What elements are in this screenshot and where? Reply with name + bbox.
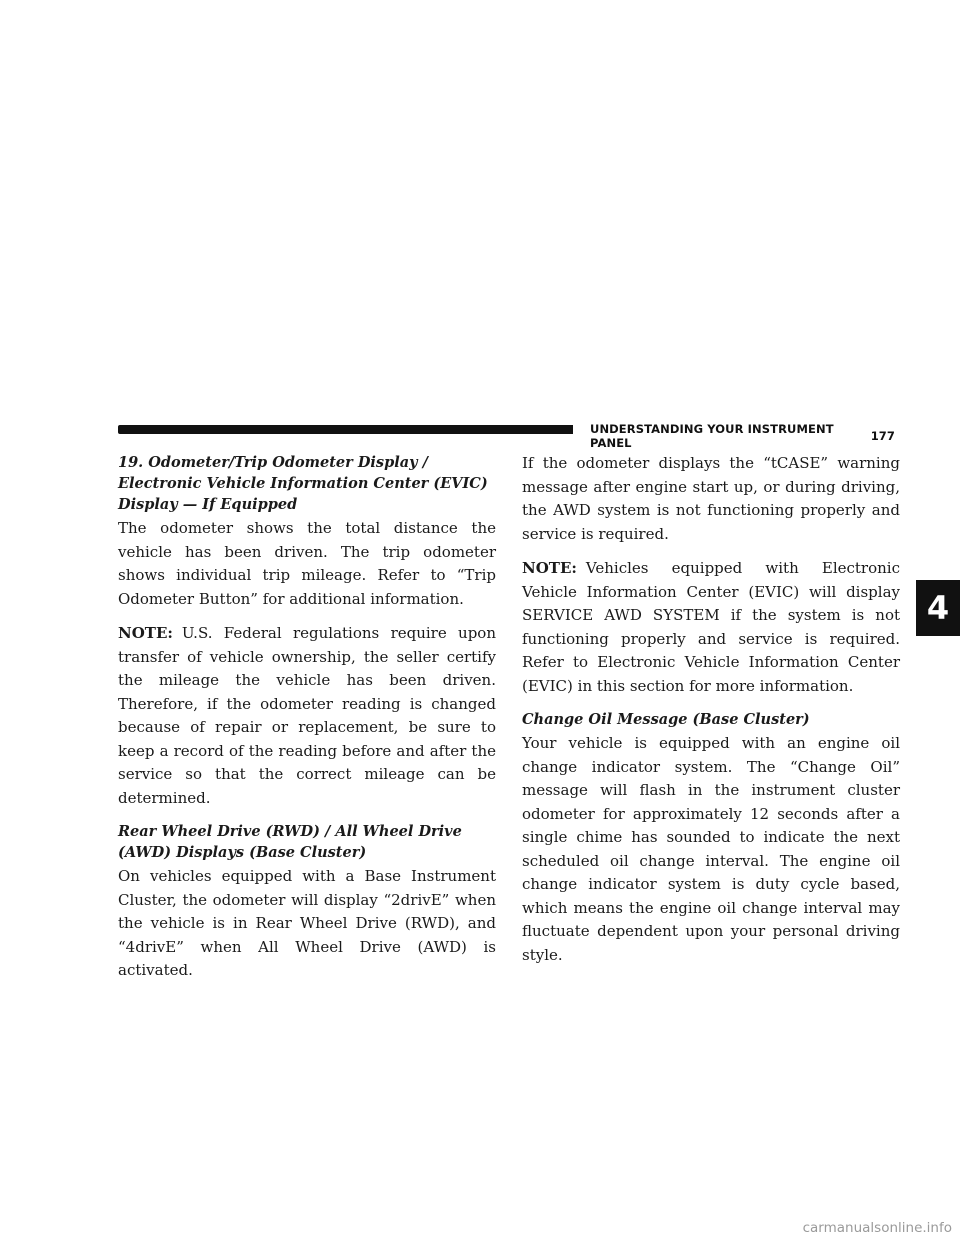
chapter-tab: 4 [916, 580, 960, 636]
note-text: Vehicles equipped with Electronic Vehicle Information Center (EVIC) will display SERVICE AWD SYSTEM if the system is not functioning properly and service is required. Refer to Electronic Vehicle Information Center (EVIC) in this section for more information. [522, 559, 900, 695]
odometer-heading: 19. Odometer/Trip Odometer Display / Electronic Vehicle Information Center (EVIC) Display — If Equipped [118, 454, 488, 513]
note-label: NOTE: [118, 624, 173, 642]
rwd-awd-heading: Rear Wheel Drive (RWD) / All Wheel Drive (AWD) Displays (Base Cluster) [118, 823, 462, 861]
change-oil-heading: Change Oil Message (Base Cluster) [522, 711, 810, 728]
header-rule [118, 425, 573, 434]
odometer-paragraph: The odometer shows the total distance the vehicle has been driven. The trip odometer shows individual trip mileage. Refer to “Trip Odometer Button” for additional information. [118, 519, 496, 608]
change-oil-paragraph: Your vehicle is equipped with an engine oil change indicator system. The “Change Oil” message will flash in the instrument cluster odometer for approximately 12 seconds after a single chime has sounded to indicate the next scheduled oil change interval. The engine oil change indicator system is duty cycle based, which means the engine oil change interval may fluctuate dependent upon your personal driving style. [522, 734, 900, 964]
rwd-awd-paragraph: On vehicles equipped with a Base Instrument Cluster, the odometer will display “2drivE” when the vehicle is in Rear Wheel Drive (RWD), and “4drivE” when All Wheel Drive (AWD) is activated. [118, 867, 496, 979]
section-title: UNDERSTANDING YOUR INSTRUMENT PANEL [590, 422, 834, 450]
page-number: 177 [870, 429, 895, 443]
running-header [590, 422, 895, 450]
tcase-paragraph: If the odometer displays the “tCASE” warning message after engine start up, or during driving, the AWD system is not functioning properly and service is required. [522, 454, 900, 543]
federal-note [118, 622, 496, 810]
note-text: U.S. Federal regulations require upon transfer of vehicle ownership, the seller certify the mileage the vehicle has been driven. Therefore, if the odometer reading is changed because of repair or replacement, be sure to keep a record of the reading before and after the service so that the correct mileage can be determined. [118, 624, 496, 807]
watermark: carmanualsonline.info [802, 1220, 952, 1236]
note-label: NOTE: [522, 559, 577, 577]
right-column [522, 452, 900, 978]
evic-note [522, 557, 900, 698]
left-column [118, 452, 496, 994]
